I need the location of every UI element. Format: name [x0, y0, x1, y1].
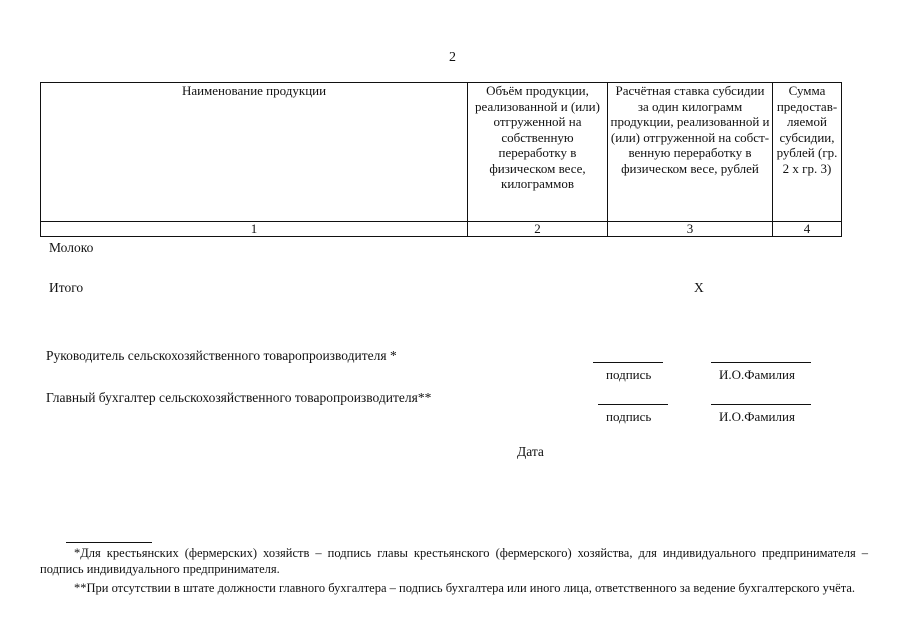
- accountant-name-caption: И.О.Фамилия: [719, 409, 795, 424]
- row-milk: Молоко: [49, 240, 94, 255]
- footnote-first: *Для крестьянских (фермерских) хозяйств – подпись главы крестьянского (фермерского) хозяйства, для индивидуального предпринимателя – подпись индивидуального предпринимателя.: [40, 546, 868, 576]
- accountant-name-line: [711, 404, 811, 405]
- total-x-mark: Х: [694, 280, 704, 295]
- row-total: Итого: [49, 280, 84, 295]
- accountant-signature-caption: подпись: [606, 409, 652, 424]
- table-header-row: [41, 83, 842, 222]
- accountant-label: Главный бухгалтер сельскохозяйственного товаропроизводителя**: [46, 390, 432, 405]
- subsidy-table: [40, 82, 842, 237]
- footnote-separator: [66, 542, 152, 543]
- header-sum: Сумма предостав-ляемой субсидии, рублей (гр. 2 х гр. 3): [773, 83, 842, 222]
- column-number: 1: [41, 222, 468, 237]
- head-name-caption: И.О.Фамилия: [719, 367, 795, 382]
- head-label: Руководитель сельскохозяйственного товаропроизводителя *: [46, 348, 397, 363]
- header-product-name: Наименование продукции: [41, 83, 468, 222]
- footnote-second: **При отсутствии в штате должности главного бухгалтера – подпись бухгалтера или иного лица, ответственного за ведение бухгалтерского учёта.: [74, 581, 856, 595]
- head-signature-caption: подпись: [606, 367, 652, 382]
- head-signature-line: [593, 362, 663, 363]
- column-numbers-row: [41, 222, 842, 237]
- column-number: 2: [468, 222, 608, 237]
- column-number: 3: [608, 222, 773, 237]
- page-number: 2: [449, 50, 456, 65]
- head-name-line: [711, 362, 811, 363]
- header-volume: Объём продукции, реализованной и (или) отгруженной на собственную переработку в физическом весе, килограммов: [468, 83, 608, 222]
- header-rate: Расчётная ставка субсидии за один килограмм продукции, реализованной и (или) отгруженной на собст-венную переработку в физическом весе, рублей: [608, 83, 773, 222]
- date-label: Дата: [517, 444, 544, 459]
- column-number: 4: [773, 222, 842, 237]
- accountant-signature-line: [598, 404, 668, 405]
